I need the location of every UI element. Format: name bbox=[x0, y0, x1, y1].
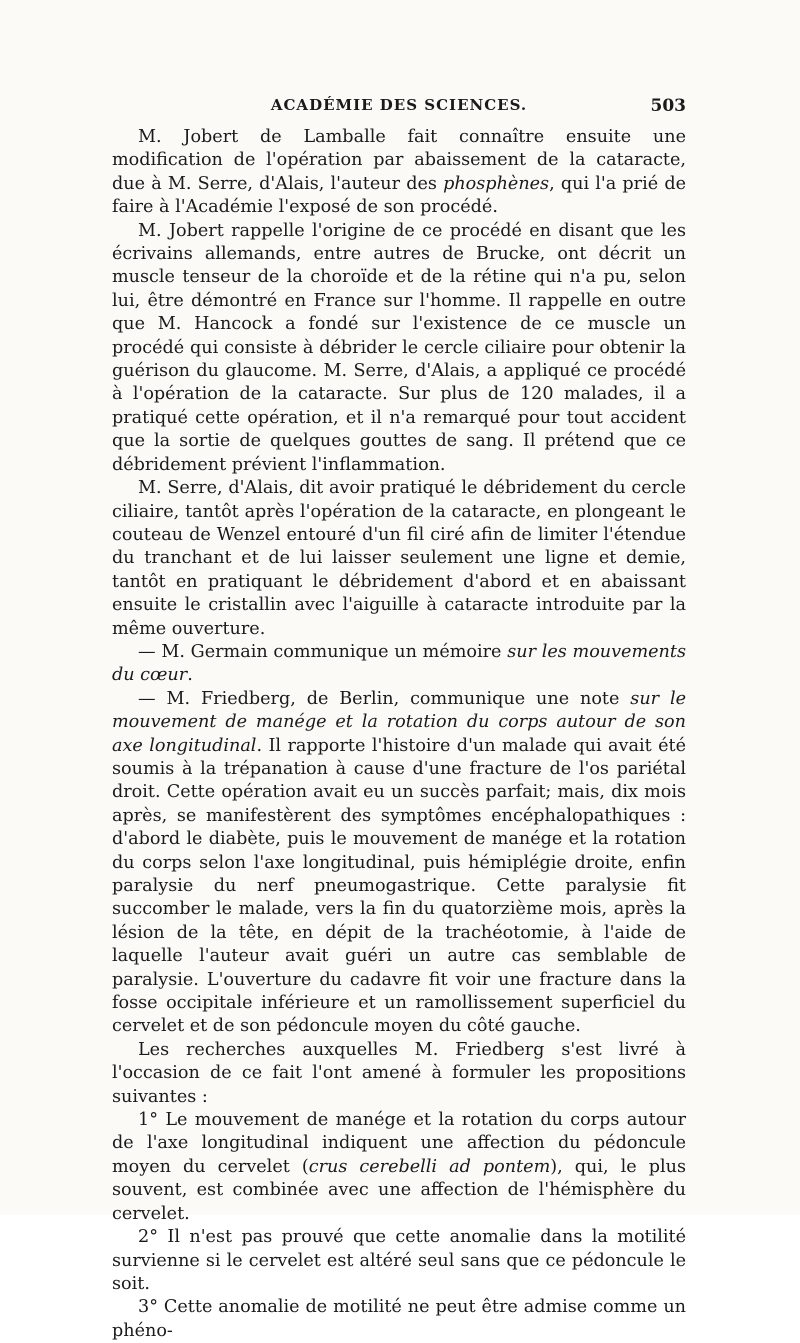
paragraph bbox=[112, 477, 686, 641]
paragraph bbox=[112, 220, 686, 477]
text-segment: 3° Cette anomalie de motilité ne peut être admise comme un phéno- bbox=[112, 1297, 686, 1341]
paragraph bbox=[112, 688, 686, 1039]
text-segment: 1° Le mouvement de manége et la rotation du corps autour de l'axe longitudinal indiquent une affection du pédoncule moyen du cervelet ( bbox=[112, 1110, 686, 1177]
page-number: 503 bbox=[650, 96, 686, 116]
text-segment: ), qui, le plus souvent, est combinée avec une affection de l'hémisphère du cervelet. bbox=[112, 1156, 686, 1224]
text-segment: . bbox=[187, 665, 193, 686]
text-segment: — M. Germain communique un mémoire bbox=[138, 641, 508, 662]
page-header bbox=[112, 96, 686, 122]
body-text bbox=[112, 126, 686, 1343]
paragraph bbox=[112, 1039, 686, 1109]
text-segment: M. Serre, d'Alais, dit avoir pratiqué le débridement du cercle ciliaire, tantôt après l'opération de la cataracte, en plongeant le couteau de Wenzel entouré d'un fil ciré afin de limiter l'étendue du tranchant et de lui laisser seulement une ligne et demie, tantôt en pratiquant le débridement d'abord et en abaissant ensuite le cristallin avec l'aiguille à cataracte introduite par la même ouverture. bbox=[112, 478, 686, 639]
italic-text: sur le mouvement de manége et la rotation du corps autour de son axe longitudinal bbox=[112, 688, 686, 756]
paragraph bbox=[112, 126, 686, 220]
paragraph bbox=[112, 1109, 686, 1226]
paragraph bbox=[112, 1296, 686, 1343]
text-segment: . Il rapporte l'histoire d'un malade qui avait été soumis à la trépanation à cause d'une fracture de l'os pariétal droit. Cette opération avait eu un succès parfait; mais, dix mois après, se manifestèrent des symptômes encéphalopathiques : d'abord le diabète, puis le mouvement de manége et la rotation du corps selon l'axe longitudinal, puis hémiplégie droite, enfin paralysie du nerf pneumogastrique. Cette paralysie fit succomber le malade, vers la fin du quatorzième mois, après la lésion de la tête, en dépit de la trachéotomie, à l'aide de laquelle l'auteur avait guéri un autre cas semblable de paralysie. L'ouverture du cadavre fit voir une fracture dans la fosse occipitale inférieure et un ramollissement superficiel du cervelet et de son pédoncule moyen du côté gauche. bbox=[112, 735, 686, 1037]
text-segment: 2° Il n'est pas prouvé que cette anomalie dans la motilité survienne si le cervelet est altéré seul sans que ce pédoncule le soit. bbox=[112, 1227, 686, 1294]
italic-text: phosphènes bbox=[443, 173, 550, 194]
italic-text: sur les mouvements du cœur bbox=[112, 641, 686, 686]
text-segment: — M. Friedberg, de Berlin, communique une note bbox=[138, 688, 631, 709]
paragraph bbox=[112, 641, 686, 688]
text-segment: M. Jobert de Lamballe fait connaître ensuite une modification de l'opération par abaissement de la cataracte, due à M. Serre, d'Alais, l'auteur des bbox=[112, 127, 686, 194]
text-segment: Les recherches auxquelles M. Friedberg s'est livré à l'occasion de ce fait l'ont amené à formuler les propositions suivantes : bbox=[112, 1039, 686, 1107]
paragraph bbox=[112, 1226, 686, 1296]
text-segment: M. Jobert rappelle l'origine de ce procédé en disant que les écrivains allemands, entre autres de Brucke, ont décrit un muscle tenseur de la choroïde et de la rétine qui n'a pu, selon lui, être démontré en France sur l'homme. Il rappelle en outre que M. Hancock a fondé sur l'existence de ce muscle un procédé qui consiste à débrider le cercle ciliaire pour obtenir la guérison du glaucome. M. Serre, d'Alais, a appliqué ce procédé à l'opération de la cataracte. Sur plus de 120 malades, il a pratiqué cette opération, et il n'a remarqué pour tout accident que la sortie de quelques gouttes de sang. Il prétend que ce débridement prévient l'inflammation. bbox=[112, 220, 686, 475]
running-head: ACADÉMIE DES SCIENCES. bbox=[270, 96, 528, 114]
italic-text: crus cerebelli ad pontem bbox=[308, 1156, 551, 1177]
text-segment: , qui l'a prié de faire à l'Académie l'exposé de son procédé. bbox=[112, 173, 686, 218]
